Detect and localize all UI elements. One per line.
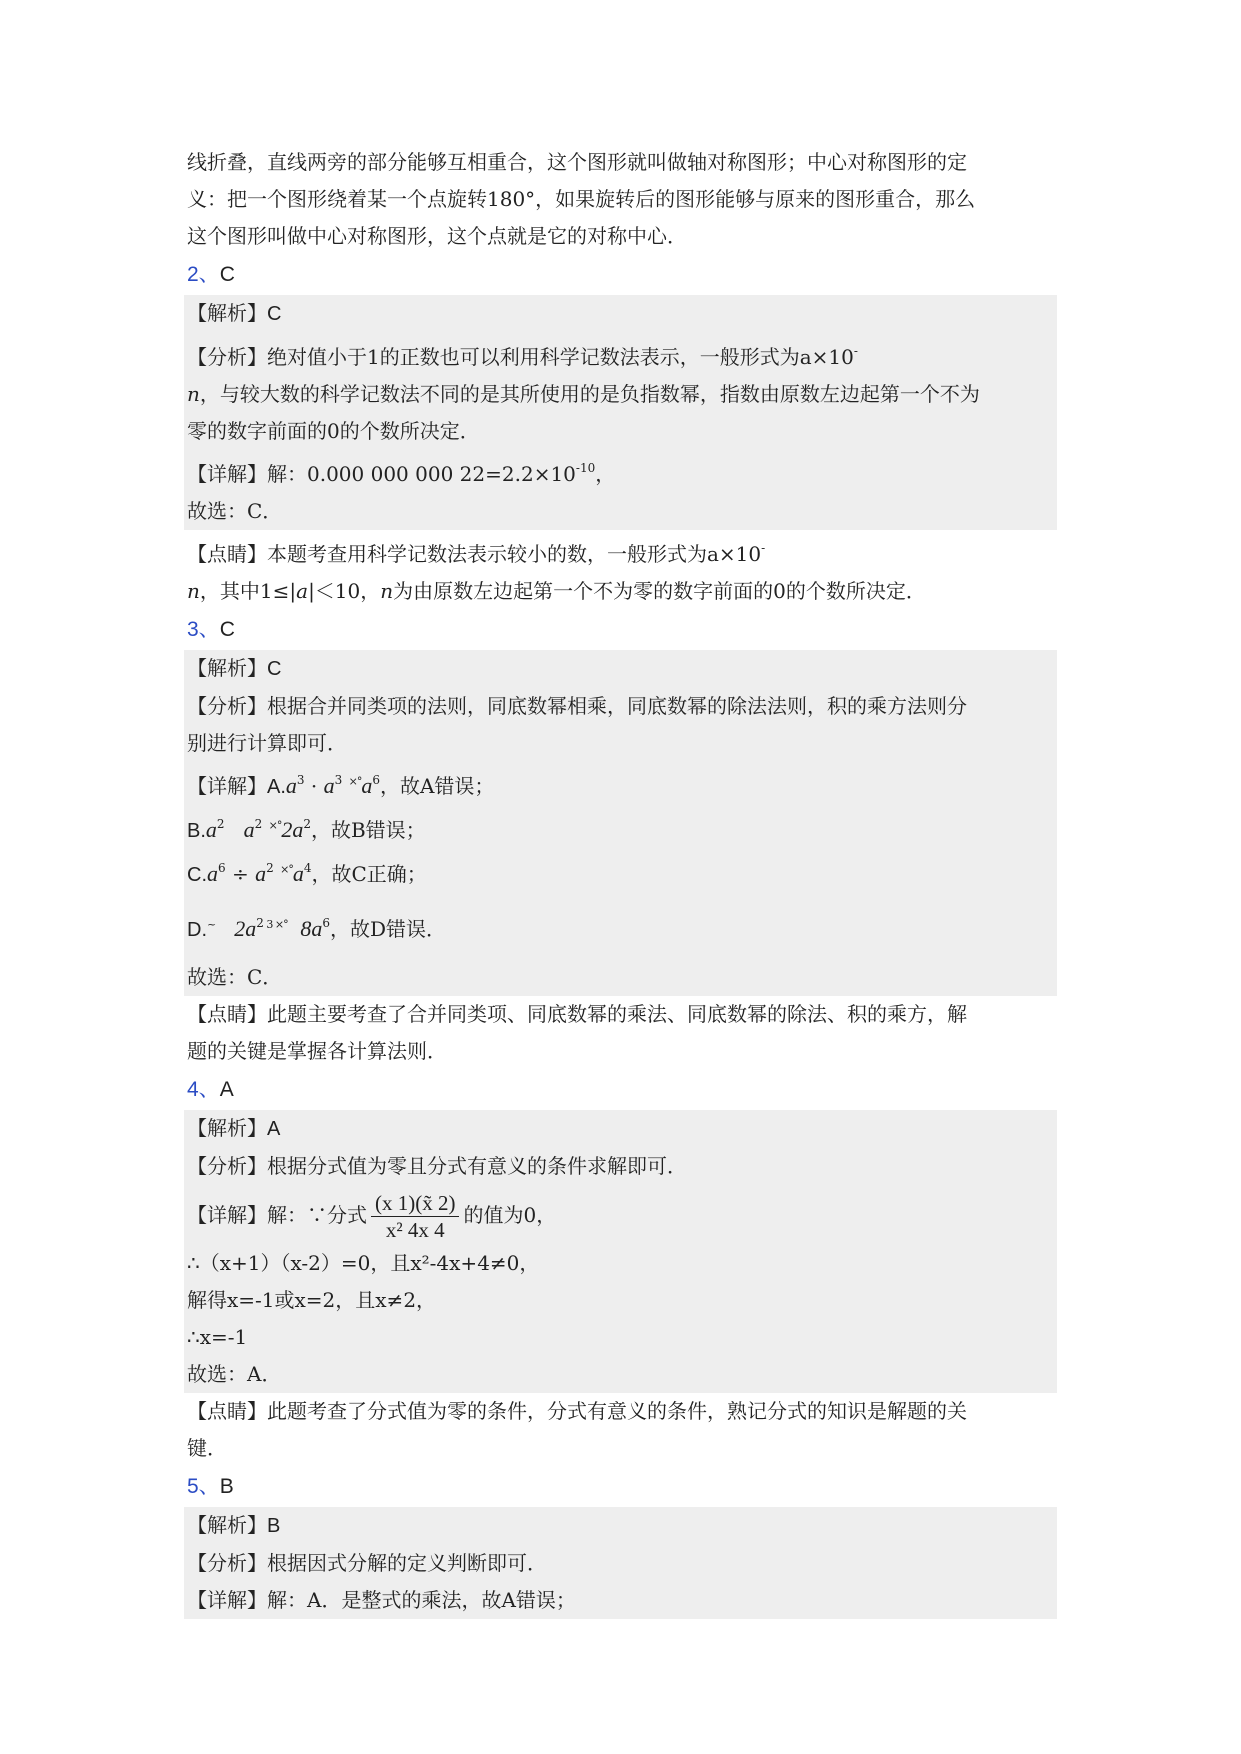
dianjing-text-1: 此题主要考查了合并同类项、同底数幂的乘法、同底数幂的除法、积的乘方，解 [267, 1002, 967, 1026]
option-a-label: A. [267, 776, 286, 798]
fenxi-text: 根据因式分解的定义判断即可． [267, 1551, 547, 1575]
dianjing-sup: - [761, 541, 766, 555]
question-3-heading [187, 610, 1057, 650]
jiexi-tag: 【解析】 [187, 301, 267, 325]
question-number: 4、 [187, 1078, 220, 1101]
fenxi-tag: 【分析】 [187, 694, 267, 718]
jiexi-value: A [267, 1118, 281, 1140]
xiangjie-text: 解：0.000 000 000 22=2.2×10 [267, 462, 576, 486]
guxuan-text: 故选：A． [187, 1362, 282, 1386]
question-5-solution-block [184, 1507, 1057, 1619]
fenxi-text-1: 根据合并同类项的法则，同底数幂相乘，同底数幂的除法法则，积的乘方法则分 [267, 694, 967, 718]
fenxi-tag: 【分析】 [187, 1154, 267, 1178]
jiexi-value: C [267, 658, 282, 680]
option-b-tail: ，故B错误； [310, 818, 426, 842]
intro-line-1: 线折叠，直线两旁的部分能够互相重合，这个图形就叫做轴对称图形；中心对称图形的定 [187, 150, 967, 174]
question-3-solution-block [184, 650, 1057, 996]
fenxi-tag: 【分析】 [187, 345, 267, 369]
dianjing-tag: 【点睛】 [187, 1399, 267, 1423]
option-d-label: D. [187, 919, 207, 941]
question-4-heading [187, 1070, 1057, 1110]
question-number: 2、 [187, 263, 220, 286]
solution-line-3: 解得x=-1或x=2，且x≠2， [187, 1288, 437, 1312]
dianjing-text-1: 本题考查用科学记数法表示较小的数，一般形式为a×10 [267, 542, 762, 566]
question-2-heading [187, 255, 1057, 295]
xiangjie-sup: -10 [575, 461, 596, 475]
fenxi-text-2: 别进行计算即可． [187, 731, 347, 755]
jiexi-value: B [267, 1515, 281, 1537]
question-number: 5、 [187, 1475, 220, 1498]
dianjing-text-2: 键． [187, 1436, 227, 1460]
dianjing-text-2a: ，其中1≤| [199, 579, 297, 603]
dianjing-text-2c: 为由原数左边起第一个不为零的数字前面的0的个数所决定． [393, 579, 926, 603]
dianjing-tag: 【点睛】 [187, 1002, 267, 1026]
xiangjie-tag: 【详解】 [187, 774, 267, 798]
fenxi-tag: 【分析】 [187, 1551, 267, 1575]
option-d-tail: ，故D错误． [330, 917, 447, 941]
option-c-tail: ，故C正确； [311, 862, 427, 886]
fenxi-text-1: 绝对值小于1的正数也可以利用科学记数法表示，一般形式为a×10 [267, 345, 854, 369]
guxuan-text: 故选：C． [187, 499, 283, 523]
intro-line-2: 义：把一个图形绕着某一个点旋转180°，如果旋转后的图形能够与原来的图形重合，那么 [187, 187, 976, 211]
dianjing-text-2: 题的关键是掌握各计算法则． [187, 1039, 447, 1063]
intro-line-3: 这个图形叫做中心对称图形，这个点就是它的对称中心． [187, 224, 687, 248]
dianjing-tag: 【点睛】 [187, 542, 267, 566]
jiexi-tag: 【解析】 [187, 1513, 267, 1537]
xiangjie-text: 解：A．是整式的乘法，故A错误； [267, 1588, 576, 1612]
question-answer: A [219, 1078, 234, 1101]
xiangjie-pre: 解：∵分式 [267, 1203, 367, 1227]
xiangjie-tag: 【详解】 [187, 462, 267, 486]
fenxi-text: 根据分式值为零且分式有意义的条件求解即可． [267, 1154, 687, 1178]
option-a-formula: $a^3 \cdot a^3$ $^{\times^\circ}a^6$ [285, 773, 380, 798]
question-answer: B [219, 1475, 234, 1498]
dianjing-a-var: a [296, 579, 309, 603]
jiexi-tag: 【解析】 [187, 1116, 267, 1140]
fenxi-text-3: 零的数字前面的0的个数所决定． [187, 419, 480, 443]
jiexi-value: C [267, 303, 282, 325]
xiangjie-post: ， [595, 462, 616, 486]
fraction-numerator: (x 1)(x̃ 2) [371, 1190, 459, 1217]
option-b-label: B. [187, 820, 206, 842]
fraction [371, 1190, 459, 1243]
option-c-label: C. [187, 864, 207, 886]
jiexi-tag: 【解析】 [187, 656, 267, 680]
option-a-tail: ，故A错误； [379, 774, 495, 798]
solution-line-2: ∴（x+1）（x-2）=0，且x²-4x+4≠0， [187, 1251, 540, 1275]
dianjing-n2: n [380, 579, 394, 603]
document-page [187, 144, 1057, 1619]
question-2-solution-block [184, 295, 1057, 530]
fenxi-n: n [187, 382, 200, 406]
fenxi-sup: - [853, 344, 858, 358]
question-number: 3、 [187, 618, 220, 641]
solution-line-4: ∴x=-1 [187, 1325, 248, 1349]
option-b-formula: $a^2$ $a^2$ $^{\times^\circ}2a^2$ [205, 817, 311, 842]
dianjing-n: n [187, 579, 200, 603]
xiangjie-post: 的值为0， [463, 1203, 557, 1227]
dianjing-text-1: 此题考查了分式值为零的条件，分式有意义的条件，熟记分式的知识是解题的关 [267, 1399, 967, 1423]
question-4-solution-block [184, 1110, 1057, 1393]
question-answer: C [219, 263, 235, 286]
xiangjie-tag: 【详解】 [187, 1588, 267, 1612]
option-d-formula: ~ $2a^2$ $^{3 \times^\circ}$ $8a^6$ [207, 916, 331, 941]
fenxi-text-2: ，与较大数的科学记数法不同的是其所使用的是负指数幂，指数由原数左边起第一个不为 [199, 382, 980, 406]
question-5-heading [187, 1467, 1057, 1507]
dianjing-text-2b: |＜10， [308, 579, 381, 603]
fraction-denominator: x² 4x 4 [385, 1218, 445, 1242]
xiangjie-tag: 【详解】 [187, 1203, 267, 1227]
guxuan-text: 故选：C． [187, 965, 283, 989]
option-c-formula: $a^6 \div a^2$ $^{\times^\circ}a^4$ [207, 861, 312, 886]
question-answer: C [219, 618, 235, 641]
